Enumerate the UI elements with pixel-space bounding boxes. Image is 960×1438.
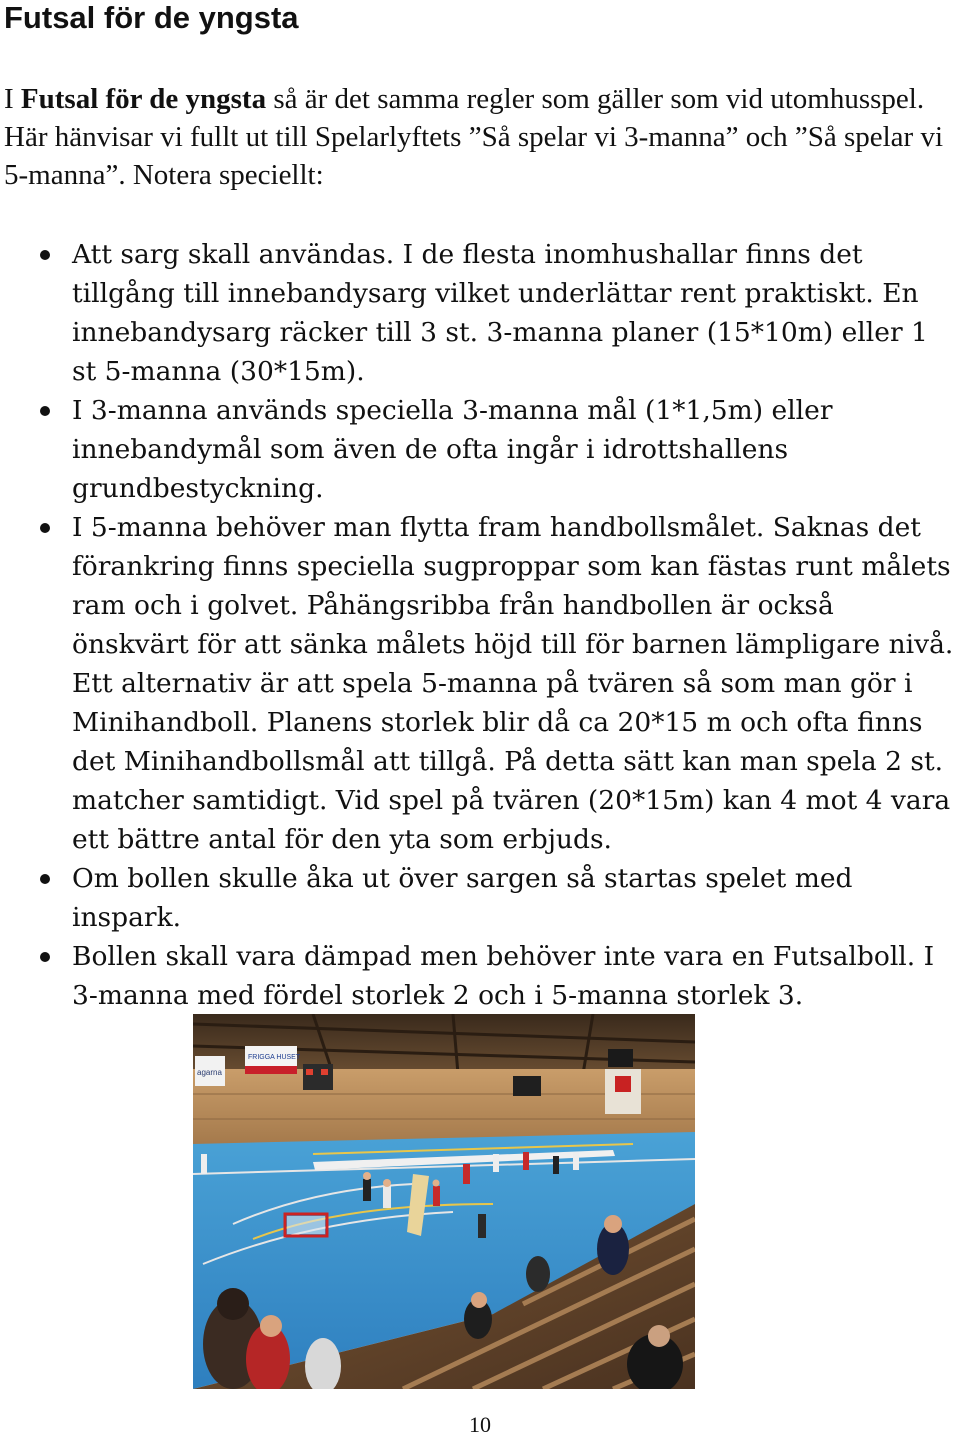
intro-rest: så är det samma regler som gäller som vid utomhusspel. Här hänvisar vi fullt ut till Spelarlyftets ”Så spelar vi 3-manna” och ”Så spelar vi 5-manna”. Notera speciellt: (4, 83, 944, 191)
rules-list (0, 235, 960, 1015)
list-item (0, 391, 960, 508)
list-item-text: I 5-manna behöver man flytta fram handbollsmålet. Saknas det förankring finns speciella sugproppar som kan fästas runt målets ram och i golvet. Påhängsribba från handbollen är också önskvärt för att sänka målets höjd till för barnen lämpligare nivå. Ett alternativ är att spela 5-manna på tvären så som man gör i Minihandboll. Planens storlek blir då ca 20*15 m och ofta finns det Minihandbollsmål att tillgå. På detta sätt kan man spela 2 st. matcher samtidigt. Vid spel på tvären (20*15m) kan 4 mot 4 vara ett bättre antal för den yta som erbjuds. (72, 512, 954, 855)
list-item-text: Att sarg skall användas. I de flesta inomhushallar finns det tillgång till innebandysarg vilket underlättar rent praktiskt. En innebandysarg räcker till 3 st. 3-manna planer (15*10m) eller 1 st 5-manna (30*15m). (72, 239, 928, 387)
bullet-icon (40, 952, 50, 962)
photo-speaker-right (608, 1049, 633, 1067)
photo-banner-left-text: agarna (197, 1068, 222, 1077)
bullet-icon (40, 523, 50, 533)
bullet-icon (40, 874, 50, 884)
list-item (0, 235, 960, 391)
intro-prefix: I (4, 83, 21, 115)
page-number: 10 (469, 1412, 491, 1437)
list-item-text: I 3-manna används speciella 3-manna mål (1*1,5m) eller innebandymål som även de ofta ingår i idrottshallens grundbestyckning. (72, 395, 833, 504)
intro-bold-term: Futsal för de yngsta (20, 83, 267, 115)
photo-goal (285, 1214, 327, 1236)
photo-scoreboard (303, 1064, 333, 1090)
intro-paragraph (4, 80, 944, 194)
photo-banner-frigga-text: FRIGGA HUSET (248, 1054, 301, 1061)
page-title: Futsal för de yngsta (4, 0, 299, 35)
list-item-text: Bollen skall vara dämpad men behöver inte vara en Futsalboll. I 3-manna med fördel storlek 2 och i 5-manna storlek 3. (72, 941, 935, 1011)
list-item (0, 859, 960, 937)
list-item-text: Om bollen skulle åka ut över sargen så startas spelet med inspark. (72, 863, 853, 933)
bullet-icon (40, 250, 50, 260)
list-item (0, 508, 960, 859)
photo-speaker (513, 1076, 541, 1096)
bullet-icon (40, 406, 50, 416)
list-item (0, 937, 960, 1015)
sports-hall-photo (193, 1014, 695, 1389)
